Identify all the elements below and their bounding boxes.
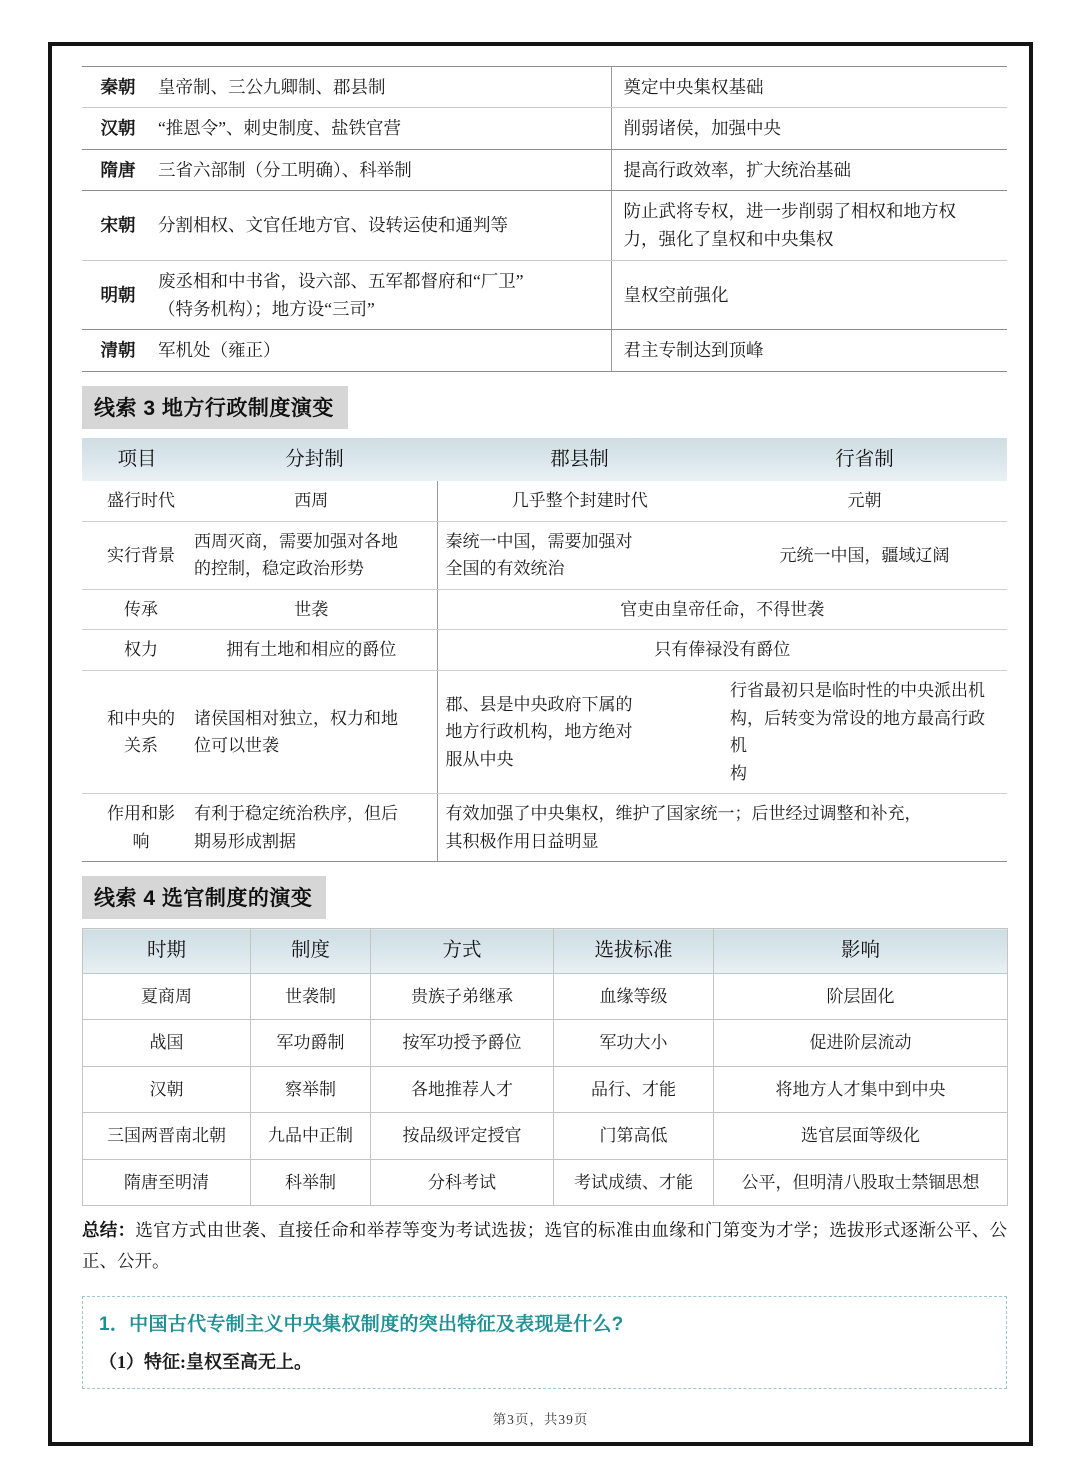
- text-line: 废丞相和中书省，设六部、五军都督府和“厂卫”: [158, 270, 524, 291]
- col-header-influence: 影响: [714, 929, 1008, 974]
- central-government-table-body: [82, 67, 1007, 372]
- row-label: 传承: [82, 589, 192, 630]
- table-row: [82, 630, 1007, 671]
- period-cell: 三国两晋南北朝: [83, 1113, 251, 1160]
- method-cell: 按军功授予爵位: [371, 1020, 554, 1067]
- col-header-method: 方式: [371, 929, 554, 974]
- system-cell: 军功爵制: [251, 1020, 371, 1067]
- central-government-table: [82, 66, 1007, 372]
- summary-paragraph: [82, 1215, 1007, 1275]
- row-label: [82, 794, 192, 862]
- text-line: 西周: [294, 491, 329, 511]
- text-line: 皇帝制、三公九卿制、郡县制: [158, 77, 386, 97]
- effect-cell: [611, 108, 1007, 149]
- text-line: 服从中央: [445, 749, 514, 769]
- row-label: [82, 670, 192, 793]
- fengjian-cell: [192, 794, 437, 862]
- official-selection-head: [83, 929, 1008, 974]
- clue4-badge: 线索 4 选官制度的演变: [82, 876, 326, 919]
- method-cell: 各地推荐人才: [371, 1066, 554, 1113]
- summary-lead: 总结：: [82, 1220, 136, 1241]
- local-administration-body: [82, 481, 1007, 861]
- influence-cell: 将地方人才集中到中央: [714, 1066, 1008, 1113]
- official-selection-body: [83, 973, 1008, 1206]
- row-label: 实行背景: [82, 521, 192, 589]
- dynasty-label: 汉朝: [82, 108, 154, 149]
- text-line: 提高行政效率，扩大统治基础: [623, 159, 851, 180]
- col-header-criteria: 选拔标准: [554, 929, 714, 974]
- criteria-cell: 门第高低: [554, 1113, 714, 1160]
- table-row: [83, 1020, 1008, 1067]
- text-line: 位可以世袭: [194, 736, 279, 756]
- period-cell: 隋唐至明清: [83, 1159, 251, 1206]
- table-row: [82, 67, 1007, 108]
- text-line: 削弱诸侯，加强中央: [623, 118, 781, 139]
- table-row: [82, 794, 1007, 862]
- clue3-badge: 线索 3 地方行政制度演变: [82, 386, 348, 429]
- row-label: 盛行时代: [82, 481, 192, 521]
- effect-cell: [611, 149, 1007, 190]
- table-row: [83, 973, 1008, 1020]
- table-row: [83, 1159, 1008, 1206]
- criteria-cell: 军功大小: [554, 1020, 714, 1067]
- system-cell: 科举制: [251, 1159, 371, 1206]
- text-line: 力，强化了皇权和中央集权: [623, 229, 834, 250]
- question-callout: [82, 1296, 1007, 1389]
- text-line: 三省六部制（分工明确）、科举制: [158, 159, 412, 180]
- text-line: 防止武将专权，进一步削弱了相权和地方权: [623, 201, 956, 222]
- table-row: [82, 260, 1007, 330]
- fengjian-cell: [192, 630, 437, 671]
- col-header-item: 项目: [82, 438, 192, 482]
- col-header-junxian: 郡县制: [437, 438, 722, 482]
- callout-question: 1．中国古代专制主义中央集权制度的突出特征及表现是什么?: [99, 1313, 624, 1335]
- system-cell: 察举制: [251, 1066, 371, 1113]
- fengjian-cell: [192, 589, 437, 630]
- text-line: 诸侯国相对独立，权力和地: [194, 708, 398, 728]
- text-line: 有效加强了中央集权，维护了国家统一；后世经过调整和补充，: [445, 804, 922, 824]
- method-cell: 分科考试: [371, 1159, 554, 1206]
- text-line: 官吏由皇帝任命，不得世袭: [620, 599, 825, 619]
- dynasty-label: 明朝: [82, 260, 154, 330]
- text-line: 期易形成割据: [194, 831, 296, 851]
- table-row: [83, 1066, 1008, 1113]
- influence-cell: 促进阶层流动: [714, 1020, 1008, 1067]
- text-line: 构，后转变为常设的地方最高行政机: [730, 708, 985, 756]
- local-administration-head: [82, 438, 1007, 482]
- effect-cell: [611, 191, 1007, 261]
- text-line: 秦统一中国，需要加强对: [445, 531, 633, 551]
- dynasty-label: 隋唐: [82, 149, 154, 190]
- text-line: 关系: [124, 736, 158, 756]
- policy-cell: [154, 149, 611, 190]
- effect-cell: [611, 67, 1007, 108]
- policy-cell: [154, 67, 611, 108]
- effect-cell: [611, 260, 1007, 330]
- col-header-period: 时期: [83, 929, 251, 974]
- text-line: 分割相权、文官任地方官、设转运使和通判等: [158, 215, 508, 236]
- policy-cell: [154, 108, 611, 149]
- method-cell: 贵族子弟继承: [371, 973, 554, 1020]
- policy-cell: [154, 260, 611, 330]
- text-line: 奠定中央集权基础: [623, 77, 764, 97]
- page-content: [82, 66, 1007, 1389]
- junxian-cell: [437, 481, 722, 521]
- page-frame: [48, 42, 1033, 1446]
- influence-cell: 公平，但明清八股取士禁锢思想: [714, 1159, 1008, 1206]
- period-cell: 汉朝: [83, 1066, 251, 1113]
- text-line: 世袭: [294, 599, 329, 619]
- local-administration-table: [82, 438, 1007, 862]
- system-cell: 九品中正制: [251, 1113, 371, 1160]
- policy-cell: [154, 330, 611, 371]
- table-row: [82, 481, 1007, 521]
- text-line: 郡、县是中央政府下属的: [445, 694, 633, 714]
- text-line: 响: [132, 831, 150, 851]
- text-line: 元朝: [847, 491, 882, 511]
- official-selection-table: [82, 928, 1008, 1206]
- influence-cell: 阶层固化: [714, 973, 1008, 1020]
- text-line: 西周灭商，需要加强对各地: [194, 531, 398, 551]
- criteria-cell: 考试成绩、才能: [554, 1159, 714, 1206]
- text-line: 和中央的: [107, 708, 175, 728]
- merged-cell: [437, 589, 1007, 630]
- text-line: 的控制，稳定政治形势: [194, 559, 364, 579]
- table-row: [83, 1113, 1008, 1160]
- xingsheng-cell: [722, 670, 1007, 793]
- junxian-cell: [437, 670, 722, 793]
- criteria-cell: 品行、才能: [554, 1066, 714, 1113]
- table-row: [82, 108, 1007, 149]
- merged-cell: [437, 794, 1007, 862]
- period-cell: 战国: [83, 1020, 251, 1067]
- influence-cell: 选官层面等级化: [714, 1113, 1008, 1160]
- method-cell: 按品级评定授官: [371, 1113, 554, 1160]
- page-footer: 第3页，共39页: [492, 1412, 589, 1427]
- text-line: 军机处（雍正）: [158, 340, 281, 361]
- callout-answer: （1）特征:皇权至高无上。: [99, 1351, 312, 1372]
- text-line: “推恩令”、刺史制度、盐铁官营: [158, 118, 402, 139]
- text-line: 构: [730, 763, 747, 783]
- dynasty-label: 秦朝: [82, 67, 154, 108]
- summary-text: 选官方式由世袭、直接任命和举荐等变为考试选拔；选官的标准由血缘和门第变为才学；选拔形式逐渐公平、公正、公开。: [82, 1220, 1008, 1271]
- row-label: 权力: [82, 630, 192, 671]
- text-line: 有利于稳定统治秩序，但后: [194, 804, 398, 824]
- table-header-row: [82, 438, 1007, 482]
- text-line: 君主专制达到顶峰: [623, 340, 764, 361]
- table-row: [82, 670, 1007, 793]
- system-cell: 世袭制: [251, 973, 371, 1020]
- text-line: 只有俸禄没有爵位: [654, 640, 791, 660]
- text-line: 其积极作用日益明显: [445, 831, 599, 851]
- criteria-cell: 血缘等级: [554, 973, 714, 1020]
- text-line: 全国的有效统治: [445, 559, 565, 579]
- text-line: 皇权空前强化: [623, 284, 729, 305]
- dynasty-label: 宋朝: [82, 191, 154, 261]
- merged-cell: [437, 630, 1007, 671]
- text-line: （特务机构）；地方设“三司”: [158, 299, 375, 320]
- table-row: [82, 149, 1007, 190]
- table-row: [82, 330, 1007, 371]
- fengjian-cell: [192, 481, 437, 521]
- col-header-system: 制度: [251, 929, 371, 974]
- xingsheng-cell: [722, 521, 1007, 589]
- text-line: 作用和影: [107, 804, 175, 824]
- table-header-row: [83, 929, 1008, 974]
- fengjian-cell: [192, 670, 437, 793]
- junxian-cell: [437, 521, 722, 589]
- dynasty-label: 清朝: [82, 330, 154, 371]
- xingsheng-cell: [722, 481, 1007, 521]
- period-cell: 夏商周: [83, 973, 251, 1020]
- table-row: [82, 521, 1007, 589]
- col-header-fengjian: 分封制: [192, 438, 437, 482]
- text-line: 地方行政机构，地方绝对: [445, 722, 633, 742]
- col-header-xingsheng: 行省制: [722, 438, 1007, 482]
- table-row: [82, 191, 1007, 261]
- text-line: 元统一中国，疆域辽阔: [779, 545, 950, 565]
- text-line: 拥有土地和相应的爵位: [226, 640, 397, 660]
- text-line: 行省最初只是临时性的中央派出机: [730, 680, 985, 700]
- text-line: 几乎整个封建时代: [511, 491, 648, 511]
- fengjian-cell: [192, 521, 437, 589]
- policy-cell: [154, 191, 611, 261]
- table-row: [82, 589, 1007, 630]
- effect-cell: [611, 330, 1007, 371]
